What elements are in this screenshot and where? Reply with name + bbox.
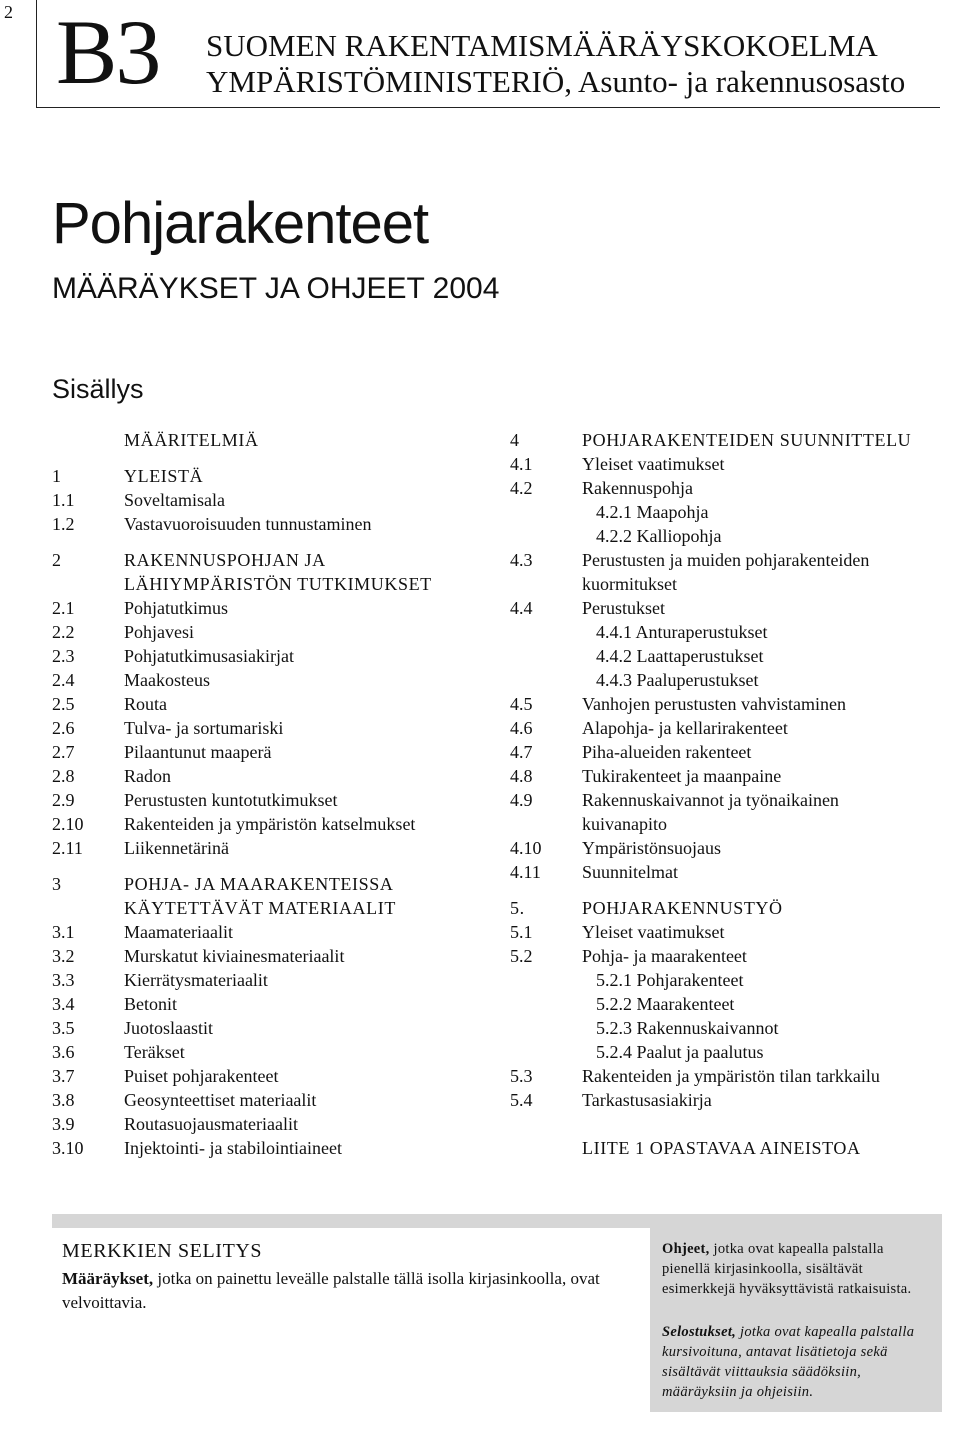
toc-number: 4.11 — [510, 862, 541, 882]
series-title: SUOMEN RAKENTAMISMÄÄRÄYSKOKOELMA — [206, 28, 878, 63]
toc-entry[interactable] — [510, 524, 950, 548]
toc-entry[interactable] — [510, 1088, 950, 1112]
toc-entry[interactable] — [510, 968, 950, 992]
toc-number: 3.9 — [52, 1114, 75, 1134]
toc-entry[interactable] — [510, 572, 950, 596]
toc-text: POHJARAKENTEIDEN SUUNNITTELU — [582, 430, 912, 450]
toc-entry[interactable] — [510, 920, 950, 944]
toc-text: YLEISTÄ — [124, 466, 204, 486]
legend-regulations-label: Määräykset, — [62, 1269, 154, 1288]
toc-text: Teräkset — [124, 1042, 185, 1062]
toc-number: 2.5 — [52, 694, 75, 714]
toc-section-heading[interactable] — [52, 896, 492, 920]
toc-entry[interactable] — [510, 620, 950, 644]
toc-text: LIITE 1 OPASTAVAA AINEISTOA — [582, 1138, 861, 1158]
toc-text: Yleiset vaatimukset — [582, 454, 725, 474]
toc-number: 4.9 — [510, 790, 533, 810]
toc-number: 5.4 — [510, 1090, 533, 1110]
toc-number: 5.2 — [510, 946, 533, 966]
toc-number: 1.2 — [52, 514, 75, 534]
toc-number: 5.3 — [510, 1066, 533, 1086]
toc-entry[interactable] — [510, 596, 950, 620]
toc-entry[interactable] — [52, 968, 492, 992]
legend-notes-description: jotka ovat kapealla palstalla kursivoituna, antavat lisätietoja sekä sisältävät viittauksia säädöksiin, määräyksiin ja ohjeisiin. — [662, 1324, 915, 1400]
toc-number: 3.10 — [52, 1138, 84, 1158]
toc-entry[interactable] — [52, 512, 492, 536]
legend-guidelines-description: jotka ovat kapealla palstalla pienellä kirjasinkoolla, sisältävät esimerkkejä hyväksyttävistä ratkaisuista. — [662, 1241, 912, 1297]
toc-number: 3.2 — [52, 946, 75, 966]
toc-text: Perustukset — [582, 598, 665, 618]
toc-entry[interactable] — [52, 1016, 492, 1040]
toc-text: Puiset pohjarakenteet — [124, 1066, 279, 1086]
toc-number: 4.4 — [510, 598, 533, 618]
toc-number: 3 — [52, 874, 62, 894]
document-subtitle: MÄÄRÄYKSET JA OHJEET 2004 — [52, 272, 500, 305]
toc-text: 4.4.1 Anturaperustukset — [596, 622, 768, 642]
toc-entry[interactable] — [510, 1040, 950, 1064]
toc-number: 4.5 — [510, 694, 533, 714]
toc-text: Tarkastusasiakirja — [582, 1090, 712, 1110]
legend-notes-label: Selostukset, — [662, 1324, 737, 1340]
toc-text: Pohjavesi — [124, 622, 194, 642]
legend-regulations-description: jotka on painettu leveälle palstalle tällä isolla kirjasinkoolla, ovat velvoittavia. — [62, 1269, 600, 1312]
toc-section-heading[interactable] — [510, 896, 950, 920]
toc-entry[interactable] — [52, 764, 492, 788]
toc-text: Pilaantunut maaperä — [124, 742, 272, 762]
toc-text: Vastavuoroisuuden tunnustaminen — [124, 514, 372, 534]
toc-number: 2.10 — [52, 814, 84, 834]
toc-entry[interactable] — [52, 692, 492, 716]
toc-text: Maakosteus — [124, 670, 210, 690]
toc-entry[interactable] — [52, 944, 492, 968]
toc-entry[interactable] — [510, 788, 950, 812]
toc-number: 4.2 — [510, 478, 533, 498]
toc-text: Maamateriaalit — [124, 922, 233, 942]
toc-text: Perustusten ja muiden pohjarakenteiden — [582, 550, 870, 570]
toc-section-heading[interactable] — [510, 1136, 950, 1160]
toc-text: KÄYTETTÄVÄT MATERIAALIT — [124, 898, 396, 918]
toc-number: 3.4 — [52, 994, 75, 1014]
document-title: Pohjarakenteet — [52, 191, 429, 256]
toc-text: Suunnitelmat — [582, 862, 678, 882]
toc-section-heading[interactable] — [52, 548, 492, 572]
toc-number: 4.8 — [510, 766, 533, 786]
toc-text: 4.4.3 Paaluperustukset — [596, 670, 759, 690]
toc-text: Liikennetärinä — [124, 838, 229, 858]
toc-text: Juotoslaastit — [124, 1018, 213, 1038]
toc-entry[interactable] — [52, 668, 492, 692]
toc-text: 5.2.1 Pohjarakenteet — [596, 970, 744, 990]
header-divider-horizontal — [36, 107, 940, 108]
toc-entry[interactable] — [52, 740, 492, 764]
toc-number: 5. — [510, 898, 525, 918]
toc-number: 4.6 — [510, 718, 533, 738]
toc-entry[interactable] — [52, 596, 492, 620]
toc-entry[interactable] — [510, 476, 950, 500]
toc-entry[interactable] — [510, 812, 950, 836]
legend-regulations-text — [62, 1267, 647, 1315]
contents-heading: Sisällys — [52, 374, 144, 404]
toc-number: 4.3 — [510, 550, 533, 570]
toc-text: RAKENNUSPOHJAN JA — [124, 550, 326, 570]
toc-number: 4 — [510, 430, 520, 450]
toc-number: 2.7 — [52, 742, 75, 762]
toc-entry[interactable] — [510, 548, 950, 572]
legend-title: MERKKIEN SELITYS — [62, 1240, 263, 1262]
toc-entry[interactable] — [510, 500, 950, 524]
toc-number: 3.6 — [52, 1042, 75, 1062]
toc-entry[interactable] — [52, 788, 492, 812]
toc-number: 2 — [52, 550, 62, 570]
toc-entry[interactable] — [52, 620, 492, 644]
collection-code: B3 — [56, 1, 160, 103]
toc-text: Vanhojen perustusten vahvistaminen — [582, 694, 846, 714]
toc-text: Rakennuskaivannot ja työnaikainen — [582, 790, 839, 810]
toc-text: Alapohja- ja kellarirakenteet — [582, 718, 788, 738]
toc-text: Murskatut kiviainesmateriaalit — [124, 946, 345, 966]
toc-number: 4.1 — [510, 454, 533, 474]
toc-number: 2.11 — [52, 838, 83, 858]
toc-entry[interactable] — [510, 740, 950, 764]
toc-number: 2.8 — [52, 766, 75, 786]
toc-entry[interactable] — [52, 1040, 492, 1064]
toc-text: Kierrätysmateriaalit — [124, 970, 268, 990]
toc-number: 3.3 — [52, 970, 75, 990]
toc-number: 1 — [52, 466, 62, 486]
legend-notes-text — [662, 1322, 934, 1402]
toc-right-column — [510, 428, 950, 1160]
toc-entry[interactable] — [510, 452, 950, 476]
toc-text: Rakenteiden ja ympäristön tilan tarkkailu — [582, 1066, 880, 1086]
ministry-name: YMPÄRISTÖMINISTERIÖ, Asunto- ja rakennusosasto — [206, 64, 906, 99]
toc-number: 3.5 — [52, 1018, 75, 1038]
legend-guidelines-text — [662, 1239, 934, 1299]
toc-entry[interactable] — [510, 860, 950, 884]
toc-text: Pohja- ja maarakenteet — [582, 946, 747, 966]
toc-number: 2.6 — [52, 718, 75, 738]
toc-entry[interactable] — [510, 764, 950, 788]
toc-text: Rakenteiden ja ympäristön katselmukset — [124, 814, 416, 834]
toc-spacer — [52, 860, 492, 872]
toc-text: 5.2.2 Maarakenteet — [596, 994, 735, 1014]
toc-section-heading[interactable] — [510, 428, 950, 452]
toc-text: Tukirakenteet ja maanpaine — [582, 766, 782, 786]
toc-entry[interactable] — [52, 488, 492, 512]
toc-number: 2.4 — [52, 670, 75, 690]
toc-text: Pohjatutkimusasiakirjat — [124, 646, 294, 666]
toc-entry[interactable] — [52, 1136, 492, 1160]
toc-text: kuormitukset — [582, 574, 677, 594]
toc-text: Piha-alueiden rakenteet — [582, 742, 752, 762]
toc-entry[interactable] — [52, 1088, 492, 1112]
toc-section-heading[interactable] — [52, 572, 492, 596]
toc-entry[interactable] — [52, 920, 492, 944]
toc-text: Routasuojausmateriaalit — [124, 1114, 298, 1134]
toc-entry[interactable] — [52, 812, 492, 836]
toc-entry[interactable] — [510, 716, 950, 740]
page-number: 2 — [4, 2, 13, 22]
toc-number: 2.9 — [52, 790, 75, 810]
toc-entry[interactable] — [52, 716, 492, 740]
toc-number: 2.3 — [52, 646, 75, 666]
toc-spacer — [510, 1124, 950, 1136]
toc-text: Perustusten kuntotutkimukset — [124, 790, 338, 810]
toc-text: LÄHIYMPÄRISTÖN TUTKIMUKSET — [124, 574, 432, 594]
toc-number: 4.10 — [510, 838, 542, 858]
toc-text: Soveltamisala — [124, 490, 225, 510]
toc-entry[interactable] — [510, 668, 950, 692]
toc-text: Routa — [124, 694, 167, 714]
toc-entry[interactable] — [52, 1112, 492, 1136]
toc-entry[interactable] — [510, 692, 950, 716]
toc-entry[interactable] — [510, 992, 950, 1016]
header-divider-vertical — [36, 0, 37, 108]
toc-text: Yleiset vaatimukset — [582, 922, 725, 942]
toc-text: kuivanapito — [582, 814, 667, 834]
toc-text: Pohjatutkimus — [124, 598, 229, 618]
toc-text: Betonit — [124, 994, 177, 1014]
toc-text: Ympäristönsuojaus — [582, 838, 721, 858]
toc-text: MÄÄRITELMIÄ — [124, 430, 259, 450]
toc-section-heading[interactable] — [52, 872, 492, 896]
toc-entry[interactable] — [52, 644, 492, 668]
toc-number: 3.7 — [52, 1066, 75, 1086]
toc-entry[interactable] — [510, 644, 950, 668]
toc-text: POHJARAKENNUSTYÖ — [582, 898, 783, 918]
toc-text: Tulva- ja sortumariski — [124, 718, 284, 738]
toc-number: 1.1 — [52, 490, 75, 510]
toc-text: Geosynteettiset materiaalit — [124, 1090, 317, 1110]
toc-number: 4.7 — [510, 742, 533, 762]
toc-section-heading[interactable] — [52, 428, 492, 452]
toc-number: 5.1 — [510, 922, 533, 942]
toc-left-column — [52, 428, 492, 1160]
toc-section-heading[interactable] — [52, 464, 492, 488]
toc-spacer — [510, 884, 950, 896]
toc-entry[interactable] — [52, 836, 492, 860]
toc-text: 4.2.1 Maapohja — [596, 502, 709, 522]
toc-number: 3.8 — [52, 1090, 75, 1110]
toc-spacer — [52, 452, 492, 464]
toc-text: 5.2.3 Rakennuskaivannot — [596, 1018, 779, 1038]
toc-number: 3.1 — [52, 922, 75, 942]
toc-entry[interactable] — [510, 1016, 950, 1040]
toc-entry[interactable] — [510, 836, 950, 860]
toc-text: 4.2.2 Kalliopohja — [596, 526, 722, 546]
toc-spacer — [52, 536, 492, 548]
toc-entry[interactable] — [52, 992, 492, 1016]
toc-text: Radon — [124, 766, 171, 786]
toc-spacer — [510, 1112, 950, 1124]
toc-text: Injektointi- ja stabilointiaineet — [124, 1138, 342, 1158]
toc-text: POHJA- JA MAARAKENTEISSA — [124, 874, 394, 894]
legend-guidelines-label: Ohjeet, — [662, 1241, 710, 1257]
toc-text: Rakennuspohja — [582, 478, 693, 498]
toc-text: 5.2.4 Paalut ja paalutus — [596, 1042, 764, 1062]
toc-entry[interactable] — [510, 944, 950, 968]
toc-text: 4.4.2 Laattaperustukset — [596, 646, 764, 666]
toc-number: 2.2 — [52, 622, 75, 642]
toc-entry[interactable] — [52, 1064, 492, 1088]
toc-entry[interactable] — [510, 1064, 950, 1088]
toc-number: 2.1 — [52, 598, 75, 618]
